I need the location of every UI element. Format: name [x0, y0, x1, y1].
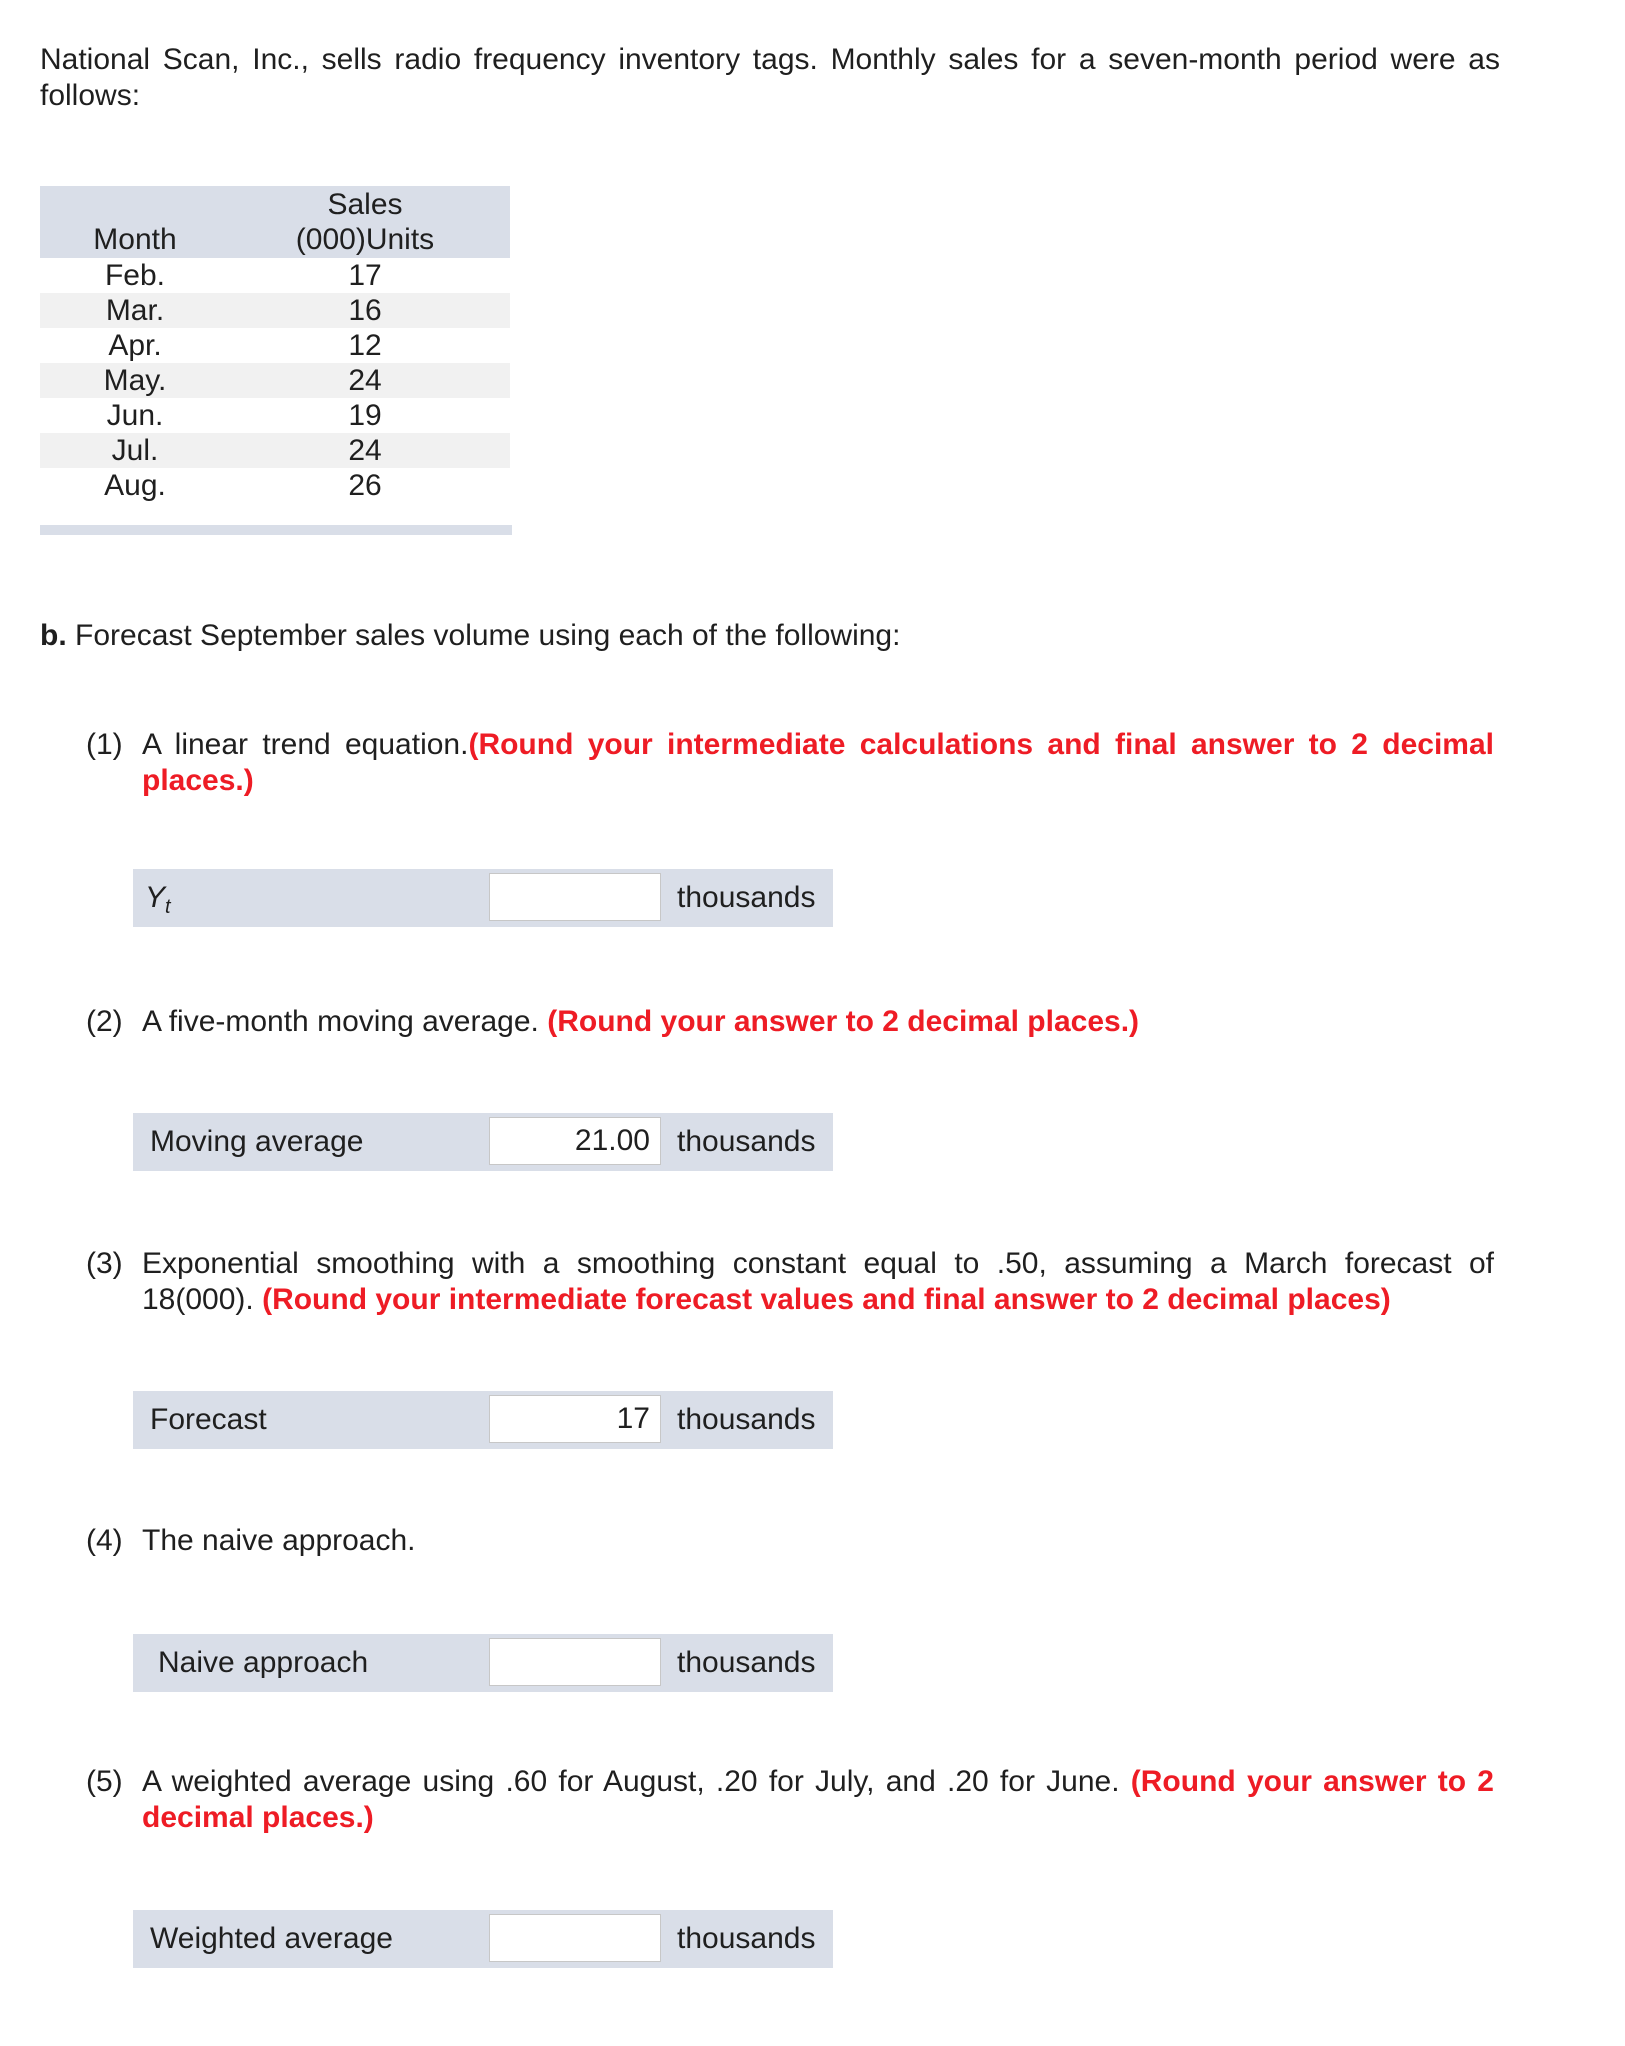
moving-average-input[interactable] [489, 1117, 661, 1165]
naive-approach-input[interactable] [489, 1638, 661, 1686]
month-cell: Jun. [106, 399, 164, 432]
rounding-instruction: (Round your answer to 2 decimal places.) [547, 1005, 1140, 1038]
sales-cell: 24 [348, 434, 382, 467]
answer-label: Forecast [150, 1403, 267, 1436]
question-text: A weighted average using .60 for August, .20 for July, and .20 for June. [142, 1765, 1131, 1798]
month-cell: Jul. [111, 434, 159, 467]
question-text: A linear trend equation. [142, 728, 469, 761]
answer-row-exponential-smoothing [133, 1391, 833, 1449]
sales-cell: 12 [348, 329, 382, 362]
question-number: (1) [86, 728, 123, 761]
question-2 [86, 1004, 1494, 1040]
question-number: (4) [86, 1524, 123, 1557]
sales-header: Sales (000)Units [295, 188, 435, 256]
table-row [40, 398, 510, 433]
unit-label: thousands [677, 881, 816, 914]
table-row [40, 468, 510, 503]
sales-cell: 26 [348, 469, 382, 502]
month-header: Month [93, 223, 177, 256]
answer-label: Moving average [150, 1125, 364, 1158]
question-5 [86, 1764, 1494, 1836]
sales-cell: 16 [348, 294, 382, 327]
question-number: (5) [86, 1765, 123, 1798]
question-number: (3) [86, 1247, 123, 1280]
sales-cell: 17 [348, 259, 382, 292]
answer-row-moving-average [133, 1113, 833, 1171]
table-row [40, 258, 510, 293]
answer-row-weighted-average [133, 1910, 833, 1968]
answer-label: Weighted average [150, 1922, 393, 1955]
month-cell: Mar. [105, 294, 165, 327]
rounding-instruction: (Round your answer to 2 decimal places.) [142, 1765, 1494, 1834]
unit-label: thousands [677, 1922, 816, 1955]
unit-label: thousands [677, 1646, 816, 1679]
month-cell: Apr. [108, 329, 162, 362]
part-b-heading [40, 618, 900, 654]
rounding-instruction: (Round your intermediate calculations and final answer to 2 decimal places.) [142, 728, 1494, 797]
answer-row-linear-trend [133, 869, 833, 927]
part-b-label: b. [40, 619, 67, 652]
part-b-text: Forecast September sales volume using each of the following: [75, 619, 901, 652]
table-footer-bar [40, 525, 512, 535]
forecast-input[interactable] [489, 1395, 661, 1443]
month-cell: May. [103, 364, 167, 397]
unit-label: thousands [677, 1403, 816, 1436]
table-row [40, 433, 510, 468]
question-number: (2) [86, 1005, 123, 1038]
table-header [40, 186, 510, 258]
sales-cell: 19 [348, 399, 382, 432]
month-cell: Feb. [104, 259, 166, 292]
question-text: A five-month moving average. [142, 1005, 548, 1038]
unit-label: thousands [677, 1125, 816, 1158]
table-row [40, 293, 510, 328]
question-1 [86, 727, 1494, 799]
weighted-average-input[interactable] [489, 1914, 661, 1962]
question-text: The naive approach. [142, 1524, 416, 1557]
table-row [40, 363, 510, 398]
linear-trend-input[interactable] [489, 873, 661, 921]
answer-label: $Y_t$ [145, 881, 171, 918]
answer-label: Naive approach [158, 1646, 369, 1679]
month-cell: Aug. [104, 469, 166, 502]
question-3 [86, 1246, 1494, 1318]
sales-table [40, 186, 510, 535]
table-row [40, 328, 510, 363]
answer-row-naive [133, 1634, 833, 1692]
question-text: Exponential smoothing with a smoothing constant equal to .50, assuming a March forecast of 18(000). [142, 1247, 1494, 1316]
sales-cell: 24 [348, 364, 382, 397]
problem-intro: National Scan, Inc., sells radio frequency inventory tags. Monthly sales for a seven-month period were as follows: [40, 43, 1500, 112]
rounding-instruction: (Round your intermediate forecast values and final answer to 2 decimal places) [262, 1283, 1391, 1316]
question-4 [86, 1523, 1494, 1559]
